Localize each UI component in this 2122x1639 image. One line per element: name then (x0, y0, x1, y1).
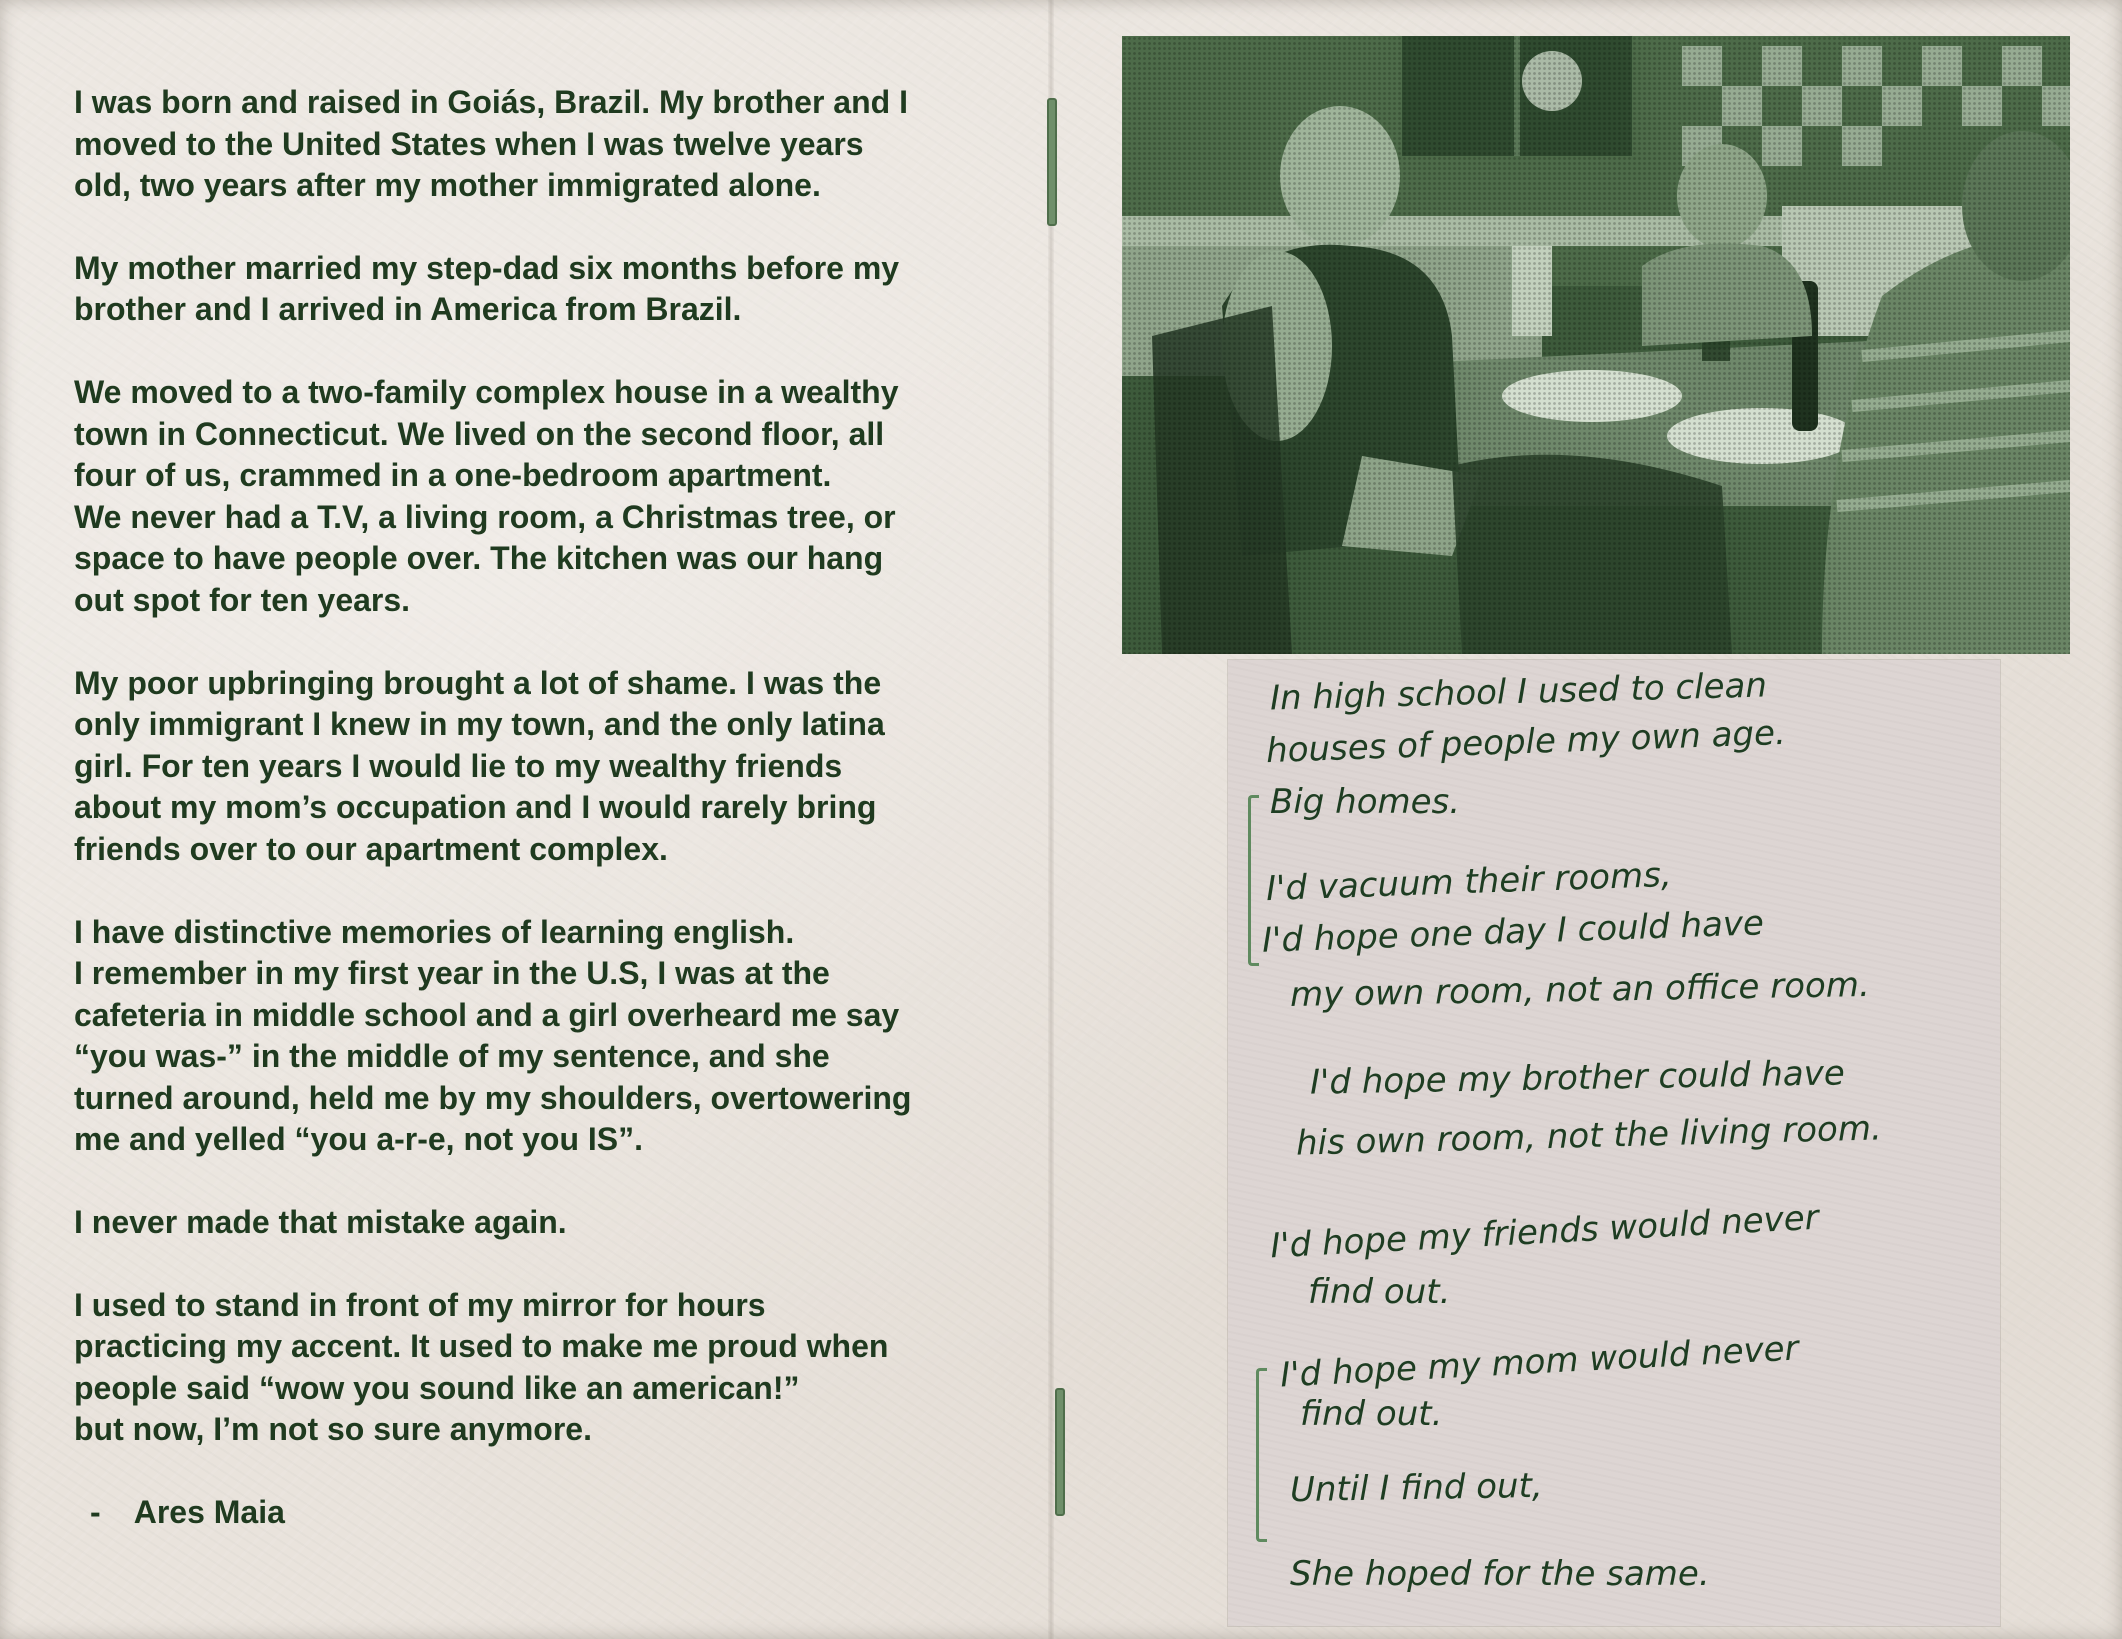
author-name: Ares Maia (133, 1494, 285, 1531)
essay-paragraph-7: I used to stand in front of my mirror for hours practicing my accent. It used to make me proud when people said “wow you sound like an american!” but now, I’m not so sure anymore. (74, 1286, 889, 1448)
note-line: Big homes. (1270, 782, 1461, 822)
note-line: my own room, not an office room. (1289, 964, 1871, 1016)
note-line: I'd hope my mom would never (1279, 1328, 1800, 1396)
essay-paragraph-3: We moved to a two-family complex house in a wealthy town in Connecticut. We lived on the second floor, all four of us, crammed in a one-bedroom apartment. We never had a T.V, a living room, a Christmas tree, or space to have people over. The kitchen was our hang out spot for ten years. (74, 373, 899, 618)
halftone-overlay (1122, 36, 2070, 654)
essay-text (74, 82, 1004, 1534)
family-kitchen-photo (1122, 36, 2070, 654)
note-line: houses of people my own age. (1265, 712, 1787, 772)
note-line: find out. (1308, 1272, 1451, 1312)
note-line: I'd hope one day I could have (1261, 903, 1765, 961)
note-bracket-top (1248, 795, 1259, 966)
essay-paragraph-5: I have distinctive memories of learning english. I remember in my first year in the U.S, I was at the cafeteria in middle school and a girl overheard me say “you was-” in the middle of my sentence, and she turned around, held me by my shoulders, overtowering me and yelled “you a-r-e, not you IS”. (74, 913, 912, 1158)
note-line: I'd hope my friends would never (1269, 1197, 1820, 1267)
essay-paragraph-1: I was born and raised in Goiás, Brazil. My brother and I moved to the United States when I was twelve years old, two years after my mother immigrated alone. (74, 84, 908, 204)
left-page (0, 0, 1052, 1639)
note-line: In high school I used to clean (1269, 665, 1768, 719)
note-line: Until I find out, (1289, 1465, 1544, 1511)
signature-dash: - (90, 1494, 101, 1531)
essay-paragraph-6: I never made that mistake again. (74, 1204, 567, 1241)
note-bracket-bottom (1256, 1368, 1267, 1542)
note-line: find out. (1300, 1394, 1443, 1434)
note-line: She hoped for the same. (1290, 1554, 1710, 1594)
note-line: his own room, not the living room. (1295, 1108, 1883, 1164)
author-signature (74, 1492, 1004, 1534)
note-line: I'd vacuum their rooms, (1265, 854, 1673, 910)
note-line: I'd hope my brother could have (1309, 1053, 1846, 1103)
essay-paragraph-2: My mother married my step-dad six months before my brother and I arrived in America from Brazil. (74, 249, 900, 328)
essay-paragraph-4: My poor upbringing brought a lot of shame. I was the only immigrant I knew in my town, and the only latina girl. For ten years I would lie to my wealthy friends about my mom’s occupation and I would rarely bring friends over to our apartment complex. (74, 664, 885, 867)
